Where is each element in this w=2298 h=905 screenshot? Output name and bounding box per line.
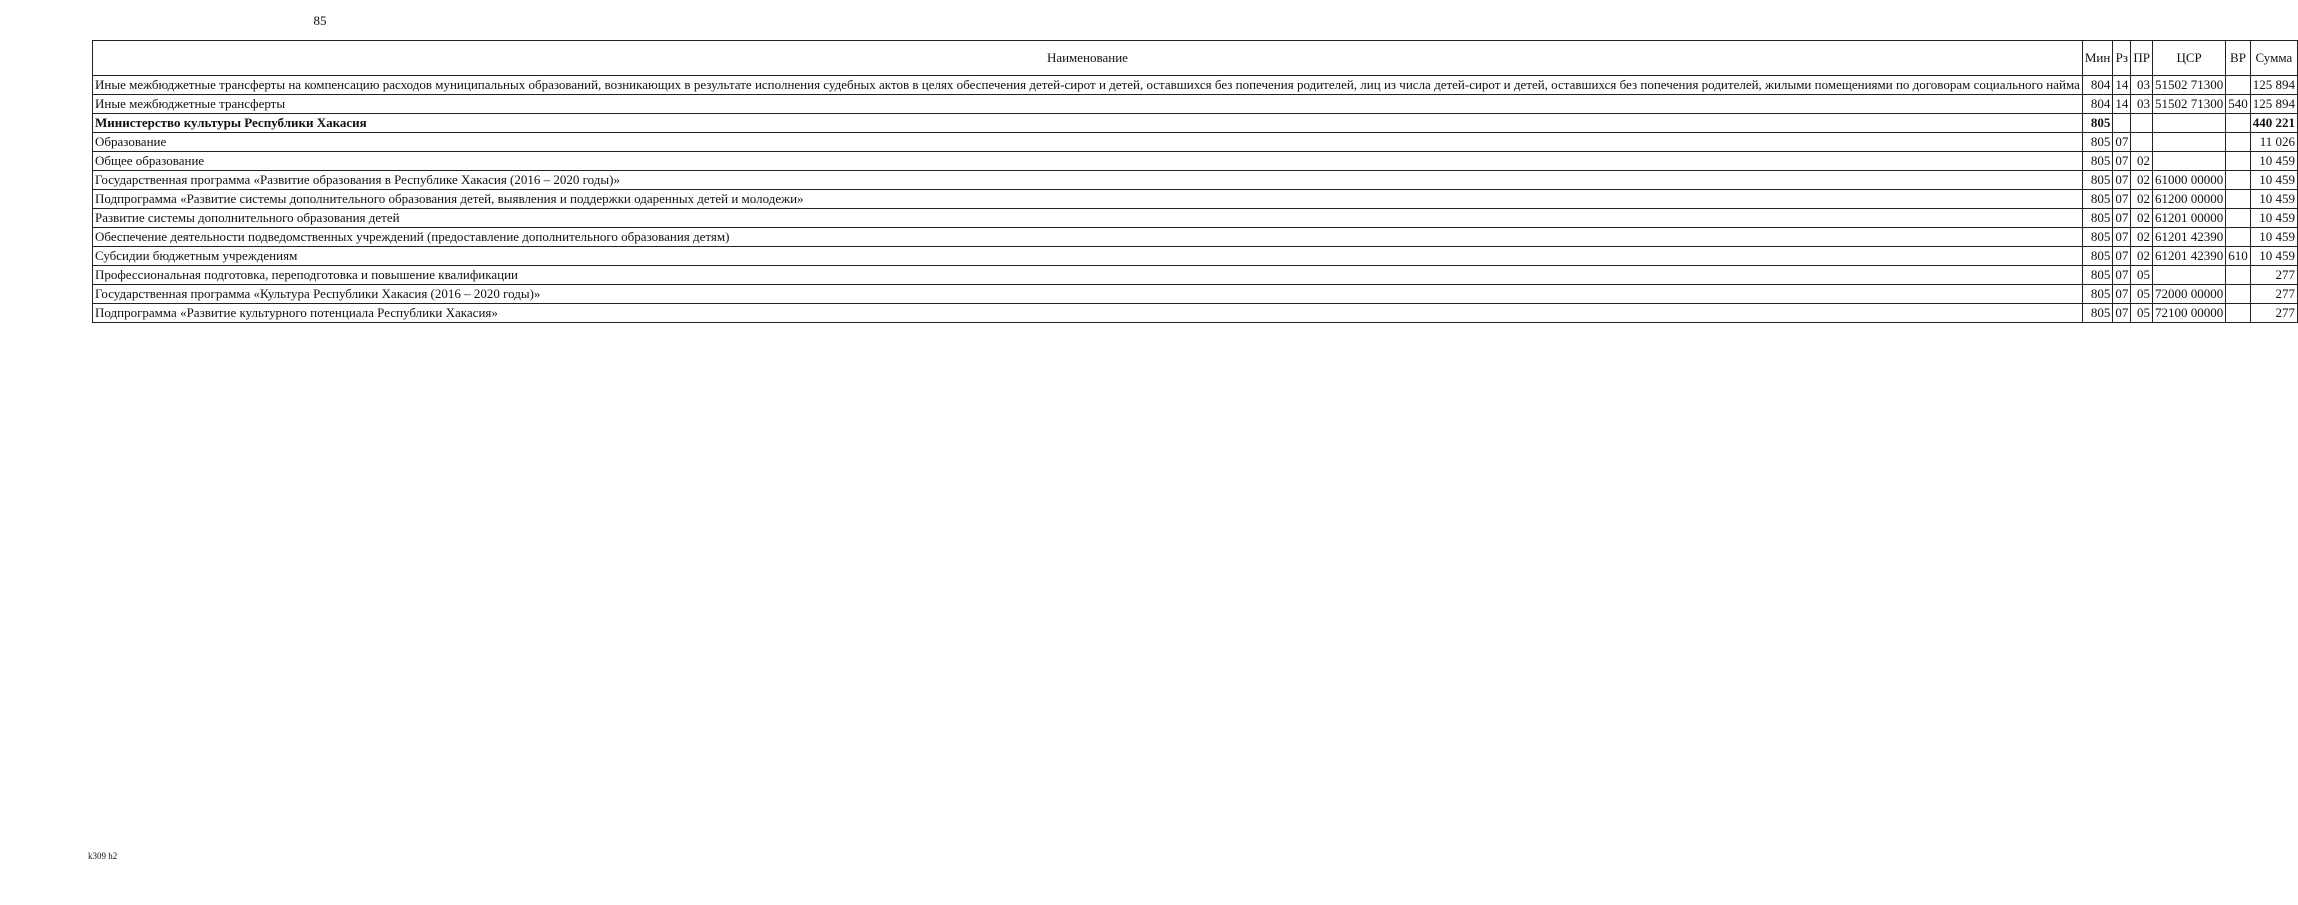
cell-vr (2226, 171, 2251, 190)
cell-csr (2152, 152, 2225, 171)
page-number: 85 (313, 13, 327, 28)
cell-vr (2226, 190, 2251, 209)
cell-vr (2226, 304, 2251, 323)
cell-vr (2226, 114, 2251, 133)
cell-pr: 02 (2131, 247, 2153, 266)
table-row (93, 152, 2298, 171)
table-row (93, 190, 2298, 209)
cell-rz: 07 (2113, 304, 2131, 323)
cell-min: 805 (2082, 228, 2112, 247)
cell-csr: 72100 00000 (2152, 304, 2225, 323)
cell-min: 805 (2082, 304, 2112, 323)
cell-min: 805 (2082, 247, 2112, 266)
cell-sum: 10 459 (2250, 190, 2297, 209)
column-header-pr: ПР (2131, 41, 2153, 76)
cell-vr (2226, 133, 2251, 152)
table-row (93, 285, 2298, 304)
cell-rz: 07 (2113, 209, 2131, 228)
cell-name: Профессиональная подготовка, переподготовка и повышение квалификации (93, 266, 2083, 285)
cell-csr: 61201 00000 (2152, 209, 2225, 228)
table-row (93, 171, 2298, 190)
table-body (93, 76, 2298, 323)
cell-rz: 07 (2113, 285, 2131, 304)
column-header-csr: ЦСР (2152, 41, 2225, 76)
cell-vr (2226, 209, 2251, 228)
cell-rz: 07 (2113, 152, 2131, 171)
cell-csr: 51502 71300 (2152, 76, 2225, 95)
cell-pr: 02 (2131, 152, 2153, 171)
cell-rz: 14 (2113, 76, 2131, 95)
budget-table (92, 40, 2298, 323)
cell-name: Подпрограмма «Развитие культурного потенциала Республики Хакасия» (93, 304, 2083, 323)
cell-sum: 10 459 (2250, 152, 2297, 171)
column-header-rz: Рз (2113, 41, 2131, 76)
cell-csr (2152, 114, 2225, 133)
cell-sum: 277 (2250, 266, 2297, 285)
column-header-name: Наименование (93, 41, 2083, 76)
cell-pr: 02 (2131, 228, 2153, 247)
cell-sum: 10 459 (2250, 247, 2297, 266)
cell-rz: 07 (2113, 228, 2131, 247)
table-row (93, 266, 2298, 285)
cell-sum: 440 221 (2250, 114, 2297, 133)
cell-pr: 02 (2131, 171, 2153, 190)
cell-rz: 07 (2113, 247, 2131, 266)
cell-pr: 03 (2131, 95, 2153, 114)
cell-rz: 14 (2113, 95, 2131, 114)
table-row (93, 95, 2298, 114)
cell-vr (2226, 76, 2251, 95)
table-row (93, 114, 2298, 133)
cell-vr: 610 (2226, 247, 2251, 266)
cell-name: Подпрограмма «Развитие системы дополнительного образования детей, выявления и поддержки одаренных детей и молодежи» (93, 190, 2083, 209)
cell-csr (2152, 133, 2225, 152)
cell-sum: 277 (2250, 285, 2297, 304)
cell-rz: 07 (2113, 133, 2131, 152)
cell-sum: 11 026 (2250, 133, 2297, 152)
cell-min: 805 (2082, 190, 2112, 209)
cell-min: 805 (2082, 266, 2112, 285)
cell-sum: 10 459 (2250, 228, 2297, 247)
cell-min: 805 (2082, 209, 2112, 228)
cell-pr: 02 (2131, 190, 2153, 209)
cell-min: 805 (2082, 133, 2112, 152)
cell-csr: 61201 42390 (2152, 247, 2225, 266)
table-row (93, 76, 2298, 95)
cell-rz (2113, 114, 2131, 133)
cell-name: Обеспечение деятельности подведомственных учреждений (предоставление дополнительного образования детям) (93, 228, 2083, 247)
column-header-vr: ВР (2226, 41, 2251, 76)
cell-pr: 03 (2131, 76, 2153, 95)
cell-min: 804 (2082, 95, 2112, 114)
cell-vr (2226, 266, 2251, 285)
cell-pr: 05 (2131, 304, 2153, 323)
cell-pr (2131, 133, 2153, 152)
cell-rz: 07 (2113, 171, 2131, 190)
cell-name: Государственная программа «Развитие образования в Республике Хакасия (2016 – 2020 годы)» (93, 171, 2083, 190)
cell-pr: 05 (2131, 285, 2153, 304)
cell-name: Субсидии бюджетным учреждениям (93, 247, 2083, 266)
table-row (93, 304, 2298, 323)
cell-csr: 61200 00000 (2152, 190, 2225, 209)
cell-vr (2226, 228, 2251, 247)
cell-name: Образование (93, 133, 2083, 152)
table-row (93, 133, 2298, 152)
cell-csr: 61000 00000 (2152, 171, 2225, 190)
cell-pr (2131, 114, 2153, 133)
cell-min: 805 (2082, 152, 2112, 171)
table-row (93, 209, 2298, 228)
cell-name: Иные межбюджетные трансферты на компенсацию расходов муниципальных образований, возникающих в результате исполнения судебных актов в целях обеспечения детей-сирот и детей, оставшихся без попечения родителей, лиц из числа детей-сирот и детей, оставшихся без попечения родителей, жилыми помещениями по договорам социального найма (93, 76, 2083, 95)
cell-name: Развитие системы дополнительного образования детей (93, 209, 2083, 228)
table-row (93, 247, 2298, 266)
column-header-sum: Сумма (2250, 41, 2297, 76)
cell-rz: 07 (2113, 266, 2131, 285)
cell-name: Иные межбюджетные трансферты (93, 95, 2083, 114)
cell-vr (2226, 285, 2251, 304)
cell-pr: 02 (2131, 209, 2153, 228)
table-header-row (93, 41, 2298, 76)
cell-sum: 277 (2250, 304, 2297, 323)
cell-rz: 07 (2113, 190, 2131, 209)
cell-csr (2152, 266, 2225, 285)
cell-sum: 125 894 (2250, 95, 2297, 114)
cell-name: Министерство культуры Республики Хакасия (93, 114, 2083, 133)
cell-csr: 51502 71300 (2152, 95, 2225, 114)
cell-name: Государственная программа «Культура Республики Хакасия (2016 – 2020 годы)» (93, 285, 2083, 304)
cell-sum: 10 459 (2250, 209, 2297, 228)
column-header-min: Мин (2082, 41, 2112, 76)
cell-vr (2226, 152, 2251, 171)
footer-code: k309 h2 (88, 851, 118, 861)
cell-csr: 61201 42390 (2152, 228, 2225, 247)
cell-csr: 72000 00000 (2152, 285, 2225, 304)
cell-sum: 10 459 (2250, 171, 2297, 190)
cell-min: 805 (2082, 285, 2112, 304)
cell-min: 805 (2082, 171, 2112, 190)
table-row (93, 228, 2298, 247)
cell-pr: 05 (2131, 266, 2153, 285)
cell-min: 804 (2082, 76, 2112, 95)
cell-vr: 540 (2226, 95, 2251, 114)
cell-name: Общее образование (93, 152, 2083, 171)
cell-min: 805 (2082, 114, 2112, 133)
cell-sum: 125 894 (2250, 76, 2297, 95)
